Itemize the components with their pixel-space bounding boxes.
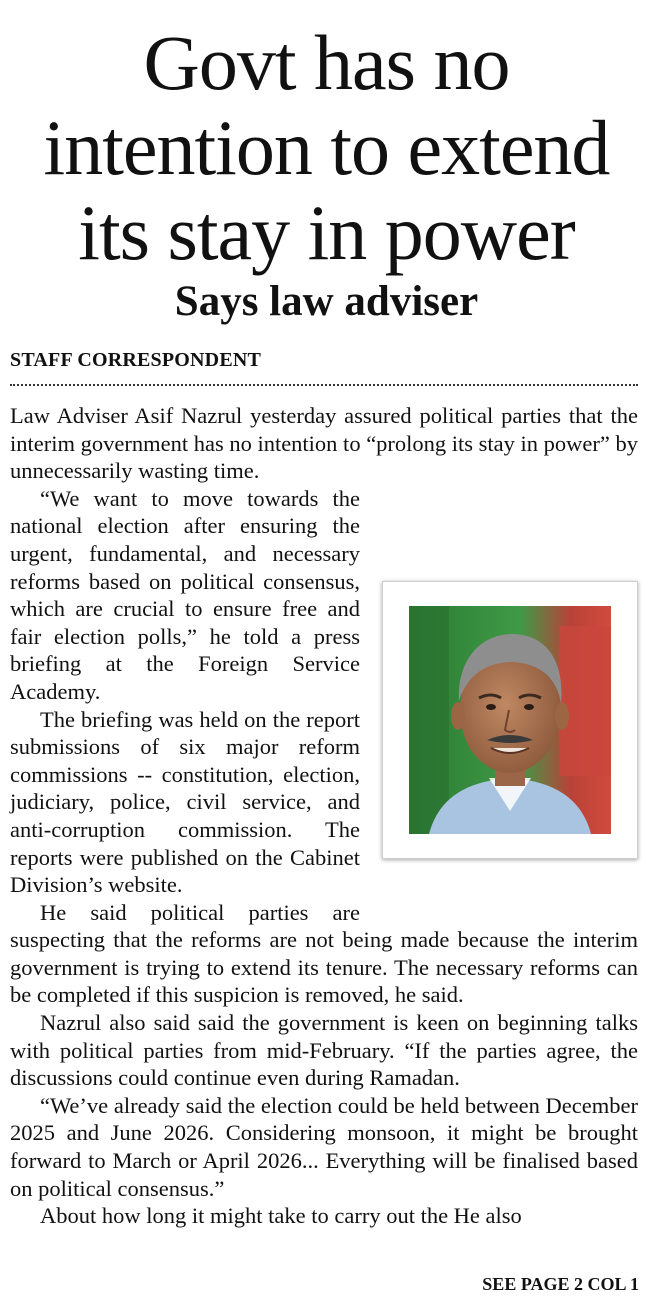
article-paragraph: The briefing was held on the report submissions of six major reform commissions -- constitution, election, judiciary, police, civil service, and anti-corruption commission. The reports were published on the Cabinet Division’s website. bbox=[10, 706, 360, 898]
portrait-image bbox=[409, 606, 611, 834]
article-paragraph: Law Adviser Asif Nazrul yesterday assured political parties that the interim government has no intention to “prolong its stay in power” by unnecessarily wasting time. bbox=[10, 403, 639, 484]
headline-line-1: Govt has no bbox=[143, 19, 510, 106]
headline-line-2: intention to extend bbox=[43, 104, 610, 191]
article-paragraph: Nazrul also said said the government is keen on beginning talks with political parties from mid-February. “If the parties agree, the discussions could continue even during Ramadan. bbox=[10, 1010, 638, 1091]
article-paragraph: About how long it might take to carry out the He also bbox=[40, 1203, 522, 1229]
article-body bbox=[10, 402, 638, 1230]
continued-on-page-link[interactable]: SEE PAGE 2 COL 1 bbox=[482, 1274, 639, 1294]
dotted-divider bbox=[10, 384, 638, 386]
byline: STAFF CORRESPONDENT bbox=[10, 349, 262, 371]
subheadline: Says law adviser bbox=[174, 278, 479, 325]
portrait-photo bbox=[382, 581, 638, 859]
article-paragraph: “We want to move towards the national election after ensuring the urgent, fundamental, and necessary reforms based on political consensus, which are crucial to ensure free and fair election polls,” he told a press briefing at the Foreign Service Academy. bbox=[10, 485, 360, 704]
headline-line-3: its stay in power bbox=[78, 189, 575, 276]
article-paragraph: “We’ve already said the election could be held between December 2025 and June 2026. Considering monsoon, it might be brought forward to March or April 2026... Everything will be finalised based on political consensus.” bbox=[10, 1092, 638, 1201]
headline bbox=[0, 20, 653, 275]
article-paragraph: He said political parties are suspecting that the reforms are not being made because the interim government is trying to extend its tenure. The necessary reforms can be completed if this suspicion is removed, he said. bbox=[10, 899, 638, 1008]
